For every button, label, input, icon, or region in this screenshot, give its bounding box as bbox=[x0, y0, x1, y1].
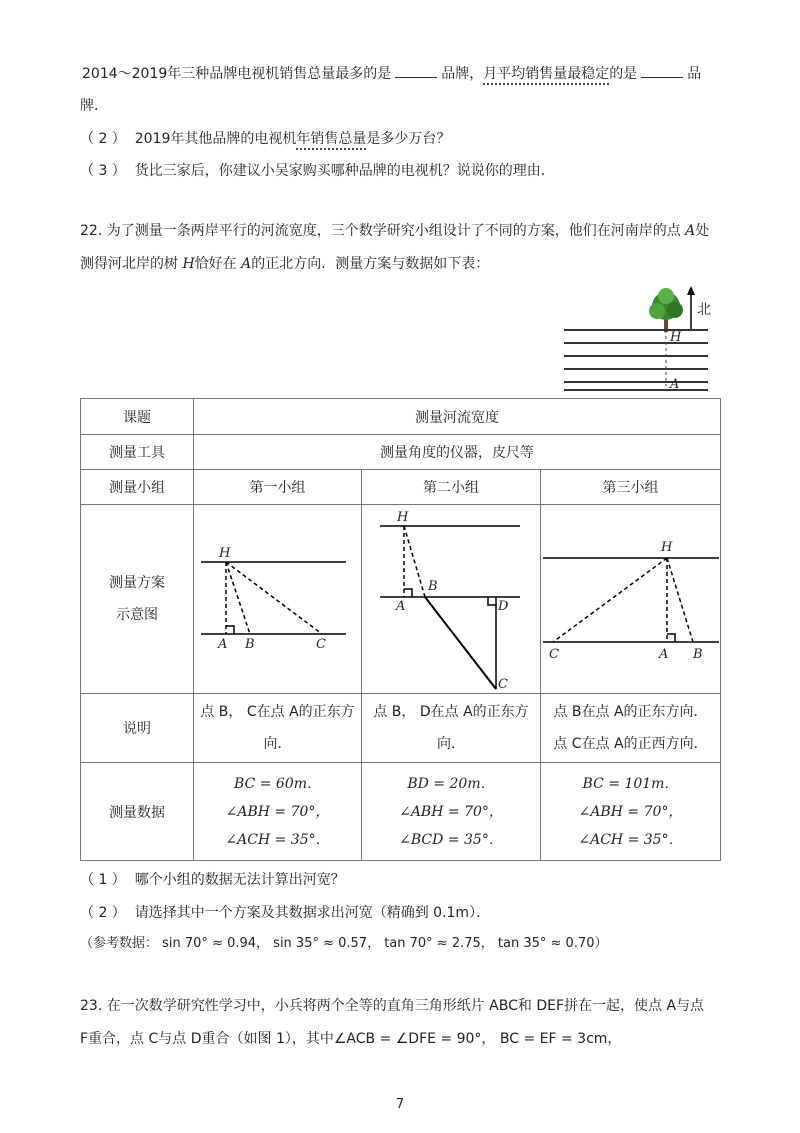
table-row bbox=[81, 435, 721, 470]
point-label: C bbox=[498, 677, 508, 692]
desc-line: 向． bbox=[263, 736, 292, 752]
q23-line1: 23. 在一次数学研究性学习中，小兵将两个全等的直角三角形纸片 ABC和 DEF拼在一起，使点 A与点 bbox=[80, 998, 705, 1014]
point-label: C bbox=[548, 647, 559, 662]
point-label: B bbox=[245, 637, 255, 652]
point-label: H bbox=[219, 546, 231, 561]
point-label: B bbox=[692, 647, 703, 662]
table-row bbox=[81, 470, 721, 505]
q21-line1-end: 品 bbox=[687, 66, 702, 82]
point-label: D bbox=[498, 599, 509, 614]
group3-diagram bbox=[541, 506, 719, 692]
plan-table bbox=[80, 398, 721, 861]
intro-text: 处 bbox=[695, 223, 710, 239]
desc-line: 点 B， C在点 A的正东方 bbox=[200, 704, 355, 720]
data-line: ∠ABH = 70°， bbox=[399, 803, 503, 820]
table-cell bbox=[362, 694, 541, 763]
q22-intro-line1 bbox=[80, 221, 709, 241]
table-cell bbox=[194, 763, 362, 861]
answer-blank-1 bbox=[395, 63, 437, 78]
table-cell bbox=[362, 763, 541, 861]
table-cell bbox=[540, 763, 720, 861]
tree-icon bbox=[649, 288, 683, 332]
diagram-cell bbox=[540, 505, 720, 694]
row-header-line: 示意图 bbox=[116, 607, 158, 623]
row-header-line: 测量方案 bbox=[109, 575, 165, 591]
q21-line1-text: 2014～2019年三种品牌电视机销售总量最多的是 bbox=[82, 66, 392, 82]
q22-reference-data: （参考数据： sin 70° ≈ 0.94， sin 35° ≈ 0.57， tan 70° ≈ 2.75， tan 35° ≈ 0.70） bbox=[80, 936, 608, 951]
table-cell: 测量河流宽度 bbox=[194, 399, 721, 435]
intro-text: 22. 为了测量一条两岸平行的河流宽度，三个数学研究小组设计了不同的方案，他们在河南岸的点 bbox=[80, 223, 686, 239]
table-row bbox=[81, 505, 721, 694]
sub-text: 哪个小组的数据无法计算出河宽？ bbox=[134, 872, 345, 888]
math-var: H bbox=[182, 256, 195, 272]
row-header: 测量数据 bbox=[81, 763, 194, 861]
emphasis-text: 年销售总量 bbox=[296, 131, 366, 150]
q21-line1 bbox=[82, 63, 701, 84]
page-number: 7 bbox=[395, 1097, 405, 1112]
row-header: 说明 bbox=[81, 694, 194, 763]
q21-line2: 牌． bbox=[80, 98, 108, 114]
intro-text: 测得河北岸的树 bbox=[80, 256, 183, 272]
math-var: A bbox=[241, 256, 252, 272]
table-row bbox=[81, 694, 721, 763]
table-row bbox=[81, 763, 721, 861]
desc-line: 点 C在点 A的正西方向． bbox=[553, 736, 708, 752]
q22-sub2 bbox=[80, 903, 490, 923]
point-label: A bbox=[218, 637, 228, 652]
row-header bbox=[81, 505, 194, 694]
point-label-H: H bbox=[670, 330, 682, 345]
point-label: C bbox=[316, 637, 326, 652]
math-var: A bbox=[685, 223, 696, 239]
sub-text: 货比三家后，你建议小吴家购买哪种品牌的电视机？说说你的理由． bbox=[134, 163, 555, 179]
intro-text: 恰好在 bbox=[194, 256, 242, 272]
data-line: BC = 60m． bbox=[234, 775, 321, 792]
group1-diagram bbox=[194, 506, 360, 692]
group-header: 第一小组 bbox=[194, 470, 362, 505]
north-label: 北 bbox=[697, 302, 711, 318]
table-row bbox=[81, 399, 721, 435]
point-label: H bbox=[397, 510, 409, 525]
q22-sub1 bbox=[80, 870, 345, 890]
data-line: BD = 20m． bbox=[407, 775, 495, 792]
sub-text: 2019年其他品牌的电视机 bbox=[134, 131, 297, 147]
row-header: 测量小组 bbox=[81, 470, 194, 505]
data-line: ∠ABH = 70°， bbox=[578, 803, 683, 820]
sub-number: （ 2 ） bbox=[80, 905, 126, 921]
data-line: ∠ACH = 35°． bbox=[225, 831, 330, 848]
desc-line: 点 B在点 A的正东方向． bbox=[553, 704, 708, 720]
point-label: A bbox=[658, 647, 669, 662]
data-line: ∠ABH = 70°， bbox=[225, 803, 330, 820]
group-header: 第三小组 bbox=[540, 470, 720, 505]
q21-line1-mid-c: 的是 bbox=[609, 66, 638, 82]
group-header: 第二小组 bbox=[362, 470, 541, 505]
q21-sub3 bbox=[80, 161, 555, 181]
diagram-cell bbox=[194, 505, 362, 694]
q22-intro-line2 bbox=[80, 254, 489, 274]
data-line: BC = 101m． bbox=[582, 775, 679, 792]
north-arrow bbox=[687, 286, 695, 329]
river-figure bbox=[560, 284, 720, 394]
desc-line: 向． bbox=[436, 736, 465, 752]
sub-text: 请选择其中一个方案及其数据求出河宽（精确到 0.1m）． bbox=[134, 905, 491, 921]
point-label: B bbox=[428, 579, 438, 594]
river-lines bbox=[564, 330, 708, 390]
row-header: 测量工具 bbox=[81, 435, 194, 470]
data-line: ∠ACH = 35°． bbox=[578, 831, 683, 848]
sub-number: （ 1 ） bbox=[80, 872, 126, 888]
row-header: 课题 bbox=[81, 399, 194, 435]
q21-sub2 bbox=[80, 129, 450, 149]
emphasis-text: 月平均销售量最稳定 bbox=[483, 66, 609, 85]
point-label: H bbox=[660, 540, 673, 555]
sub-text: 是多少万台？ bbox=[366, 131, 451, 147]
group2-diagram bbox=[362, 506, 539, 692]
data-line: ∠BCD = 35°． bbox=[399, 831, 503, 848]
point-label-A: A bbox=[670, 377, 680, 392]
table-cell bbox=[194, 694, 362, 763]
sub-number: （ 2 ） bbox=[80, 131, 126, 147]
q23-line2: F重合，点 C与点 D重合（如图 1），其中∠ACB = ∠DFE = 90°， BC = EF = 3cm， bbox=[80, 1031, 622, 1047]
intro-text: 的正北方向．测量方案与数据如下表： bbox=[251, 256, 490, 272]
point-label: A bbox=[396, 599, 406, 614]
sub-number: （ 3 ） bbox=[80, 163, 126, 179]
diagram-cell bbox=[362, 505, 541, 694]
table-cell bbox=[540, 694, 720, 763]
answer-blank-2 bbox=[641, 63, 683, 78]
desc-line: 点 B， D在点 A的正东方 bbox=[373, 704, 529, 720]
q21-line1-mid: 品牌， bbox=[441, 66, 484, 82]
table-cell: 测量角度的仪器，皮尺等 bbox=[194, 435, 721, 470]
